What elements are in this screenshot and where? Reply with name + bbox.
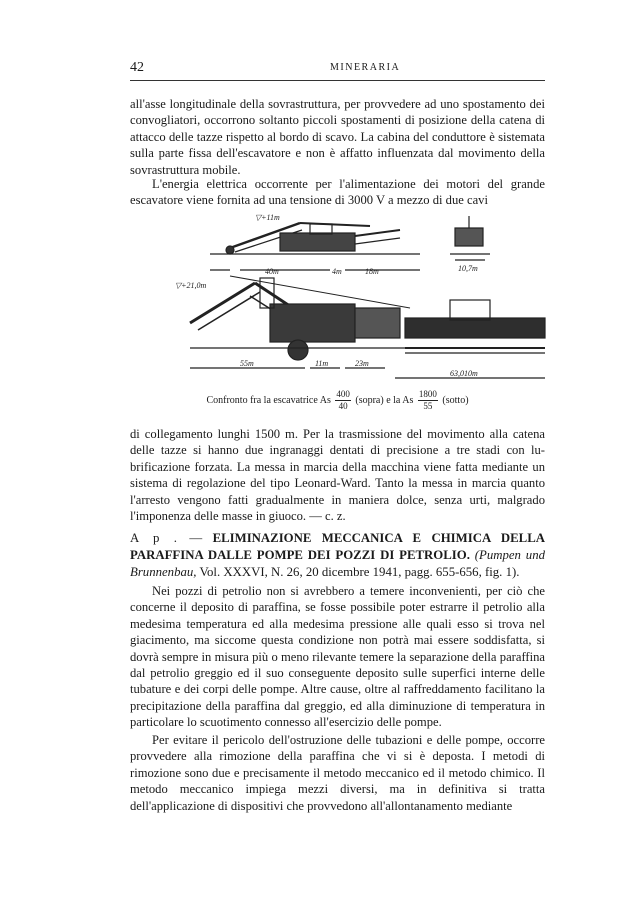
paragraph-removal-methods: Per evitare il pericolo dell'ostruzione delle tubazioni e delle pompe, occorre provvedere alla rimozione della paraffina che vi si è deposta. I metodi di rimozione sono due e precisamente il metodo meccanico ed il metodo chimico. Il metodo meccanico impiega mezzi diversi, ma in definitiva si tratta dell'applicazione di dispositivi che provvedono all'allontanamento mediante — [130, 733, 545, 813]
caption-fraction-1 — [335, 389, 351, 412]
caption-prefix: Confronto fra la escavatrice As — [206, 394, 331, 406]
paragraph-paraffin-deposit: Nei pozzi di petrolio non si avrebbero a temere inconvenienti, per ciò che concerne il deposito di paraffina, se fosse possibile poter estrarre il petrolio alla medesima temperatura ed alla medesima pressione alle quali esso si trova nel giacimento, ma siccome questa condizione non potrà mai essere soddisfatta, si dovrà sempre in misura più o meno rilevante temere la separazione della paraffina dal petrolio greggio ed il suo conseguente deposito sulle superfici interne delle tubature e dei corpi delle pompe. Altre cause, oltre al raffreddamento facilitano la precipitazione della paraffina dal greggio, ed alla diminuzione di temperatura in particolare lo scuotimento connesso all'esercizio delle pompe. — [130, 584, 545, 730]
paragraph-transmission: di collegamento lunghi 1500 m. Per la trasmissione del movimento alla catena delle tazze si hanno due ingranaggi dentati di precisione a tre stadi con lubrificazione forzata. La messa in marcia della macchina viene fatta mediante un sistema di regolazione del tipo Leonard-Ward. Tanto la messa in marcia quanto l'arresto vengono fatti gradualmente in maniera dolce, senza urti, malgrado l'imponenza delle masse in giuoco. — c. z. — [130, 427, 545, 524]
excavator-drawing — [150, 208, 550, 383]
top-dim-1: 40m — [265, 267, 279, 276]
bottom-dim-2: 11m — [315, 359, 329, 368]
article-heading — [130, 530, 545, 581]
article-title: ELIMINAZIONE MECCANICA E CHIMICA DELLA PARAFFINA DALLE POMPE DEI POZZI DI PETROLIO. — [130, 531, 545, 562]
fraction-2-numerator: 1800 — [418, 389, 437, 399]
excavator-comparison-figure — [150, 208, 550, 383]
bottom-dim-1: 55m — [240, 359, 254, 368]
figure-caption — [130, 389, 545, 412]
fraction-1-numerator: 400 — [336, 389, 350, 399]
bottom-height-label: ▽+21,0m — [175, 281, 207, 290]
top-height-label: ▽+11m — [255, 213, 280, 222]
caption-suffix: (sotto) — [442, 394, 469, 406]
fraction-2-denominator: 55 — [423, 401, 433, 411]
article-reference: Vol. XXXVI, N. 26, 20 dicembre 1941, pagg. 655-656, fig. 1). — [199, 565, 520, 579]
caption-fraction-2 — [418, 389, 438, 412]
side-dim: 10,7m — [458, 264, 478, 273]
article-dash: — — [178, 531, 213, 545]
paragraph-continuation: all'asse longitudinale della sovrastruttura, per provvedere ad uno spostamento dei convogliatori, occorrono soltanto piccoli spostamenti di posizione della catena di attacco delle tazze rispetto al bordo di scavo. La cabina del conduttore è sistemata sulla parte fissa dell'escavatore e non è affatto influenzata dal movimento della sovrastruttura mobile. — [130, 97, 545, 177]
running-title: MINERARIA — [330, 62, 401, 73]
article-journal: (Pumpen und Brunnenbau, — [130, 548, 546, 579]
page-header — [130, 60, 545, 80]
top-dim-2: 4m — [332, 267, 342, 276]
caption-middle: (sopra) e la As — [355, 394, 414, 406]
bottom-dim-3: 23m — [355, 359, 369, 368]
fraction-1-denominator: 40 — [338, 401, 348, 411]
paragraph-energy: L'energia elettrica occorrente per l'alimentazione dei motori del grande escavatore viene fornita ad una tensione di 3000 V a mezzo di due cavi — [130, 177, 545, 208]
bottom-dim-4: 63,010m — [450, 369, 478, 378]
top-dim-3: 18m — [365, 267, 379, 276]
header-rule — [130, 80, 545, 81]
article-author: A p . — [130, 531, 179, 545]
page-number: 42 — [130, 60, 144, 75]
